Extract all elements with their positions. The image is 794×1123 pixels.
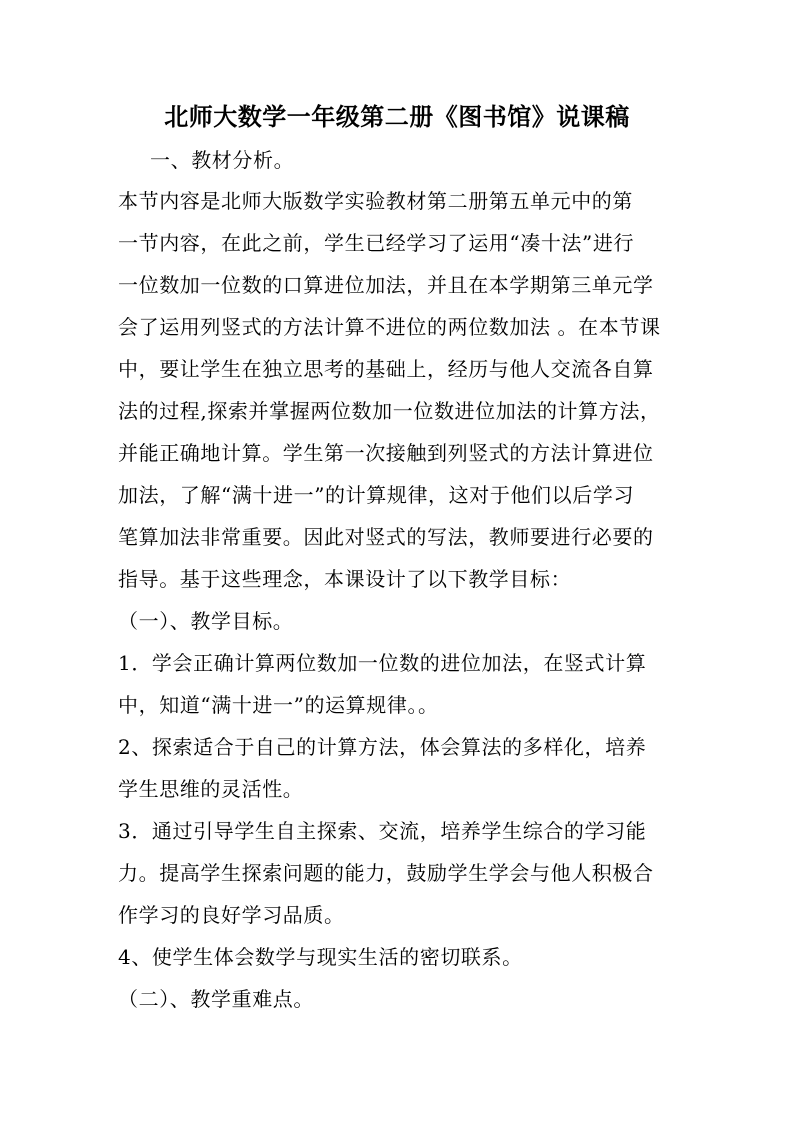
section-heading-teaching-material-analysis: 一、教材分析。 (150, 148, 295, 172)
paragraph-line: 笔算加法非常重要。因此对竖式的写法，教师要进行必要的 (118, 525, 654, 549)
paragraph-line: 法的过程,探索并掌握两位数加一位数进位加法的计算方法， (118, 399, 661, 423)
subsection-heading-teaching-goals: （一）、教学目标。 (118, 609, 294, 633)
goal-item-2-line: 学生思维的灵活性。 (118, 777, 304, 801)
paragraph-line: 指导。基于这些理念，本课设计了以下教学目标： (118, 567, 572, 591)
goal-item-3-line: 力。提高学生探索问题的能力，鼓励学生学会与他人积极合 (118, 861, 654, 885)
paragraph-line: 加法，了解“满十进一”的计算规律，这对于他们以后学习 (118, 483, 635, 507)
paragraph-line: 并能正确地计算。学生第一次接触到列竖式的方法计算进位 (118, 441, 654, 465)
goal-item-4-line: 4、使学生体会数学与现实生活的密切联系。 (118, 945, 523, 969)
paragraph-line: 中，要让学生在独立思考的基础上，经历与他人交流各自算 (118, 357, 654, 381)
paragraph-line: 本节内容是北师大版数学实验教材第二册第五单元中的第 (118, 189, 633, 213)
goal-item-3-line: 3．通过引导学生自主探索、交流，培养学生综合的学习能 (118, 819, 647, 843)
goal-item-1-line: 1．学会正确计算两位数加一位数的进位加法，在竖式计算 (118, 651, 647, 675)
document-title: 北师大数学一年级第二册《图书馆》说课稿 (164, 103, 630, 131)
paragraph-line: 会了运用列竖式的方法计算不进位的两位数加法 。在本节课 (118, 315, 661, 339)
goal-item-1-line: 中，知道“满十进一”的运算规律。。 (118, 693, 439, 717)
goal-item-2-line: 2、探索适合于自己的计算方法，体会算法的多样化，培养 (118, 735, 647, 759)
goal-item-3-line: 作学习的良好学习品质。 (118, 903, 345, 927)
subsection-heading-key-difficulties: （二）、教学重难点。 (118, 987, 314, 1011)
paragraph-line: 一位数加一位数的口算进位加法，并且在本学期第三单元学 (118, 273, 654, 297)
paragraph-line: 一节内容，在此之前，学生已经学习了运用“凑十法”进行 (118, 231, 635, 255)
